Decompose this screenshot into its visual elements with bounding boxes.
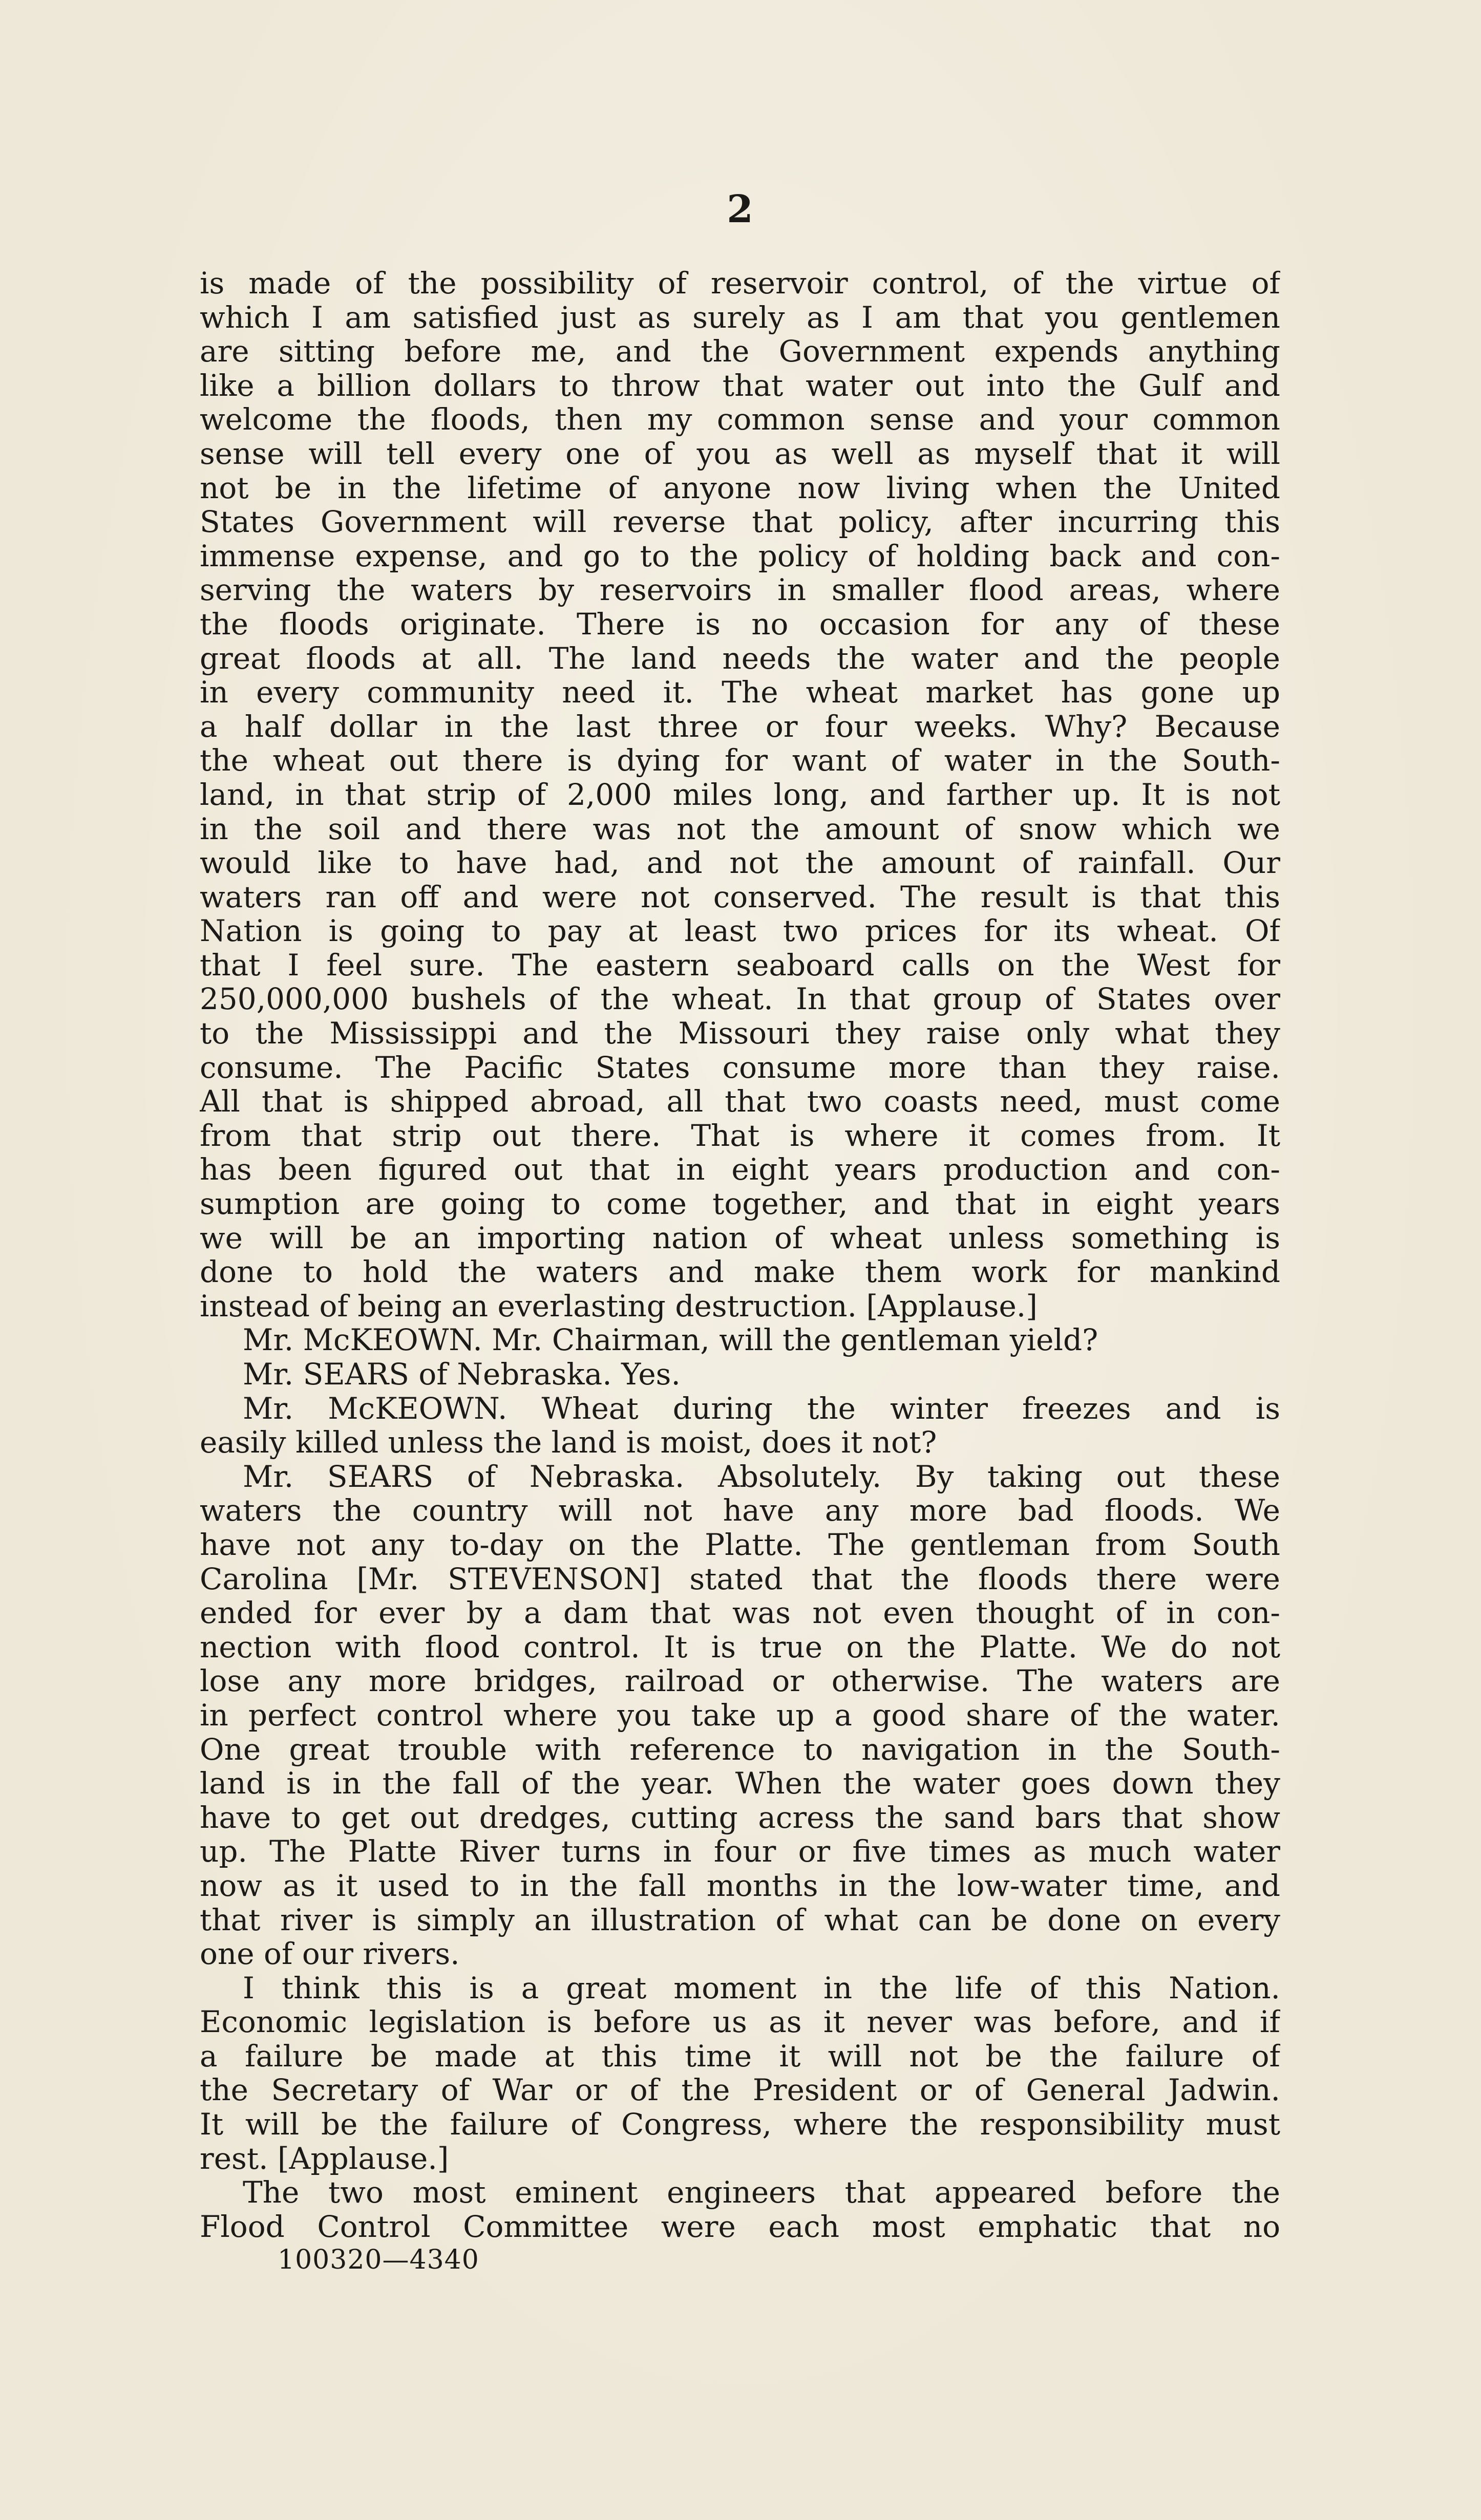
text-line: that river is simply an illustration of what can be done on every: [200, 1903, 1280, 1937]
text-line: 250,000,000 bushels of the wheat. In that group of States over: [200, 982, 1280, 1017]
text-line: Flood Control Committee were each most emphatic that no: [200, 2209, 1280, 2244]
text-line: up. The Platte River turns in four or five times as much water: [200, 1834, 1280, 1869]
text-line: welcome the floods, then my common sense and your common: [200, 402, 1280, 437]
text-line: the wheat out there is dying for want of water in the South-: [200, 743, 1280, 778]
text-line: rest. [Applause.]: [200, 2141, 449, 2176]
text-line: nection with flood control. It is true on the Platte. We do not: [200, 1630, 1280, 1664]
text-line: easily killed unless the land is moist, does it not?: [200, 1425, 937, 1460]
text-line: waters ran off and were not conserved. The result is that this: [200, 880, 1280, 914]
text-line: Mr. McKEOWN. Mr. Chairman, will the gentleman yield?: [243, 1323, 1098, 1357]
text-line: are sitting before me, and the Government expends anything: [200, 334, 1280, 369]
text-line: would like to have had, and not the amount of rainfall. Our: [200, 846, 1280, 880]
text-line: land is in the fall of the year. When the water goes down they: [200, 1766, 1280, 1801]
text-line: a half dollar in the last three or four weeks. Why? Because: [200, 709, 1280, 744]
text-line: great floods at all. The land needs the water and the people: [200, 641, 1280, 676]
text-line: now as it used to in the fall months in the low-water time, and: [200, 1868, 1280, 1903]
text-line: immense expense, and go to the policy of holding back and con-: [200, 539, 1280, 573]
text-line: ended for ever by a dam that was not even thought of in con-: [200, 1596, 1280, 1630]
text-line: Mr. SEARS of Nebraska. Absolutely. By taking out these: [243, 1459, 1280, 1494]
text-line: consume. The Pacific States consume more than they raise.: [200, 1050, 1280, 1085]
text-line: is made of the possibility of reservoir control, of the virtue of: [200, 266, 1280, 301]
text-line: done to hold the waters and make them work for mankind: [200, 1255, 1280, 1289]
text-line: a failure be made at this time it will not be the failure of: [200, 2039, 1280, 2074]
text-line: in the soil and there was not the amount of snow which we: [200, 811, 1280, 846]
text-line: lose any more bridges, railroad or otherwise. The waters are: [200, 1664, 1280, 1698]
text-line: waters the country will not have any more bad floods. We: [200, 1493, 1280, 1528]
text-line: The two most eminent engineers that appeared before the: [243, 2175, 1280, 2210]
text-line: All that is shipped abroad, all that two coasts need, must come: [200, 1084, 1280, 1119]
text-line: have to get out dredges, cutting acress the sand bars that show: [200, 1800, 1280, 1835]
text-line: not be in the lifetime of anyone now living when the United: [200, 471, 1280, 505]
text-line: I think this is a great moment in the life of this Nation.: [243, 1971, 1280, 2005]
text-line: has been figured out that in eight years production and con-: [200, 1152, 1280, 1187]
text-line: like a billion dollars to throw that water out into the Gulf and: [200, 368, 1280, 403]
text-line: the Secretary of War or of the President or of General Jadwin.: [200, 2073, 1280, 2108]
text-line: It will be the failure of Congress, where the responsibility must: [200, 2107, 1280, 2142]
text-line: Nation is going to pay at least two prices for its wheat. Of: [200, 914, 1280, 948]
text-line: we will be an importing nation of wheat unless something is: [200, 1221, 1280, 1255]
text-line: Mr. SEARS of Nebraska. Yes.: [243, 1357, 681, 1392]
text-line: from that strip out there. That is where it comes from. It: [200, 1118, 1280, 1153]
text-line: instead of being an everlasting destruction. [Applause.]: [200, 1289, 1038, 1323]
text-line: Mr. McKEOWN. Wheat during the winter freezes and is: [243, 1391, 1280, 1426]
text-line: Carolina [Mr. STEVENSON] stated that the floods there were: [200, 1562, 1280, 1596]
text-line: sense will tell every one of you as well as myself that it will: [200, 436, 1280, 471]
text-line: one of our rivers.: [200, 1937, 460, 1971]
text-line: serving the waters by reservoirs in smaller flood areas, where: [200, 573, 1280, 607]
text-line: that I feel sure. The eastern seaboard calls on the West for: [200, 948, 1280, 983]
text-line: States Government will reverse that policy, after incurring this: [200, 505, 1280, 539]
text-line: the floods originate. There is no occasion for any of these: [200, 607, 1280, 642]
text-line: to the Mississippi and the Missouri they raise only what they: [200, 1016, 1280, 1051]
footer-print-code: 100320—4340: [278, 2245, 479, 2275]
page-number: 2: [727, 187, 754, 231]
text-line: sumption are going to come together, and that in eight years: [200, 1187, 1280, 1221]
text-line: have not any to-day on the Platte. The gentleman from South: [200, 1527, 1280, 1562]
body-text: [200, 266, 1280, 2244]
text-line: One great trouble with reference to navigation in the South-: [200, 1732, 1280, 1767]
text-line: land, in that strip of 2,000 miles long, and farther up. It is not: [200, 777, 1280, 812]
text-line: in perfect control where you take up a good share of the water.: [200, 1698, 1280, 1733]
text-line: in every community need it. The wheat market has gone up: [200, 675, 1280, 710]
text-line: which I am satisfied just as surely as I am that you gentlemen: [200, 300, 1280, 335]
text-line: Economic legislation is before us as it never was before, and if: [200, 2005, 1280, 2039]
